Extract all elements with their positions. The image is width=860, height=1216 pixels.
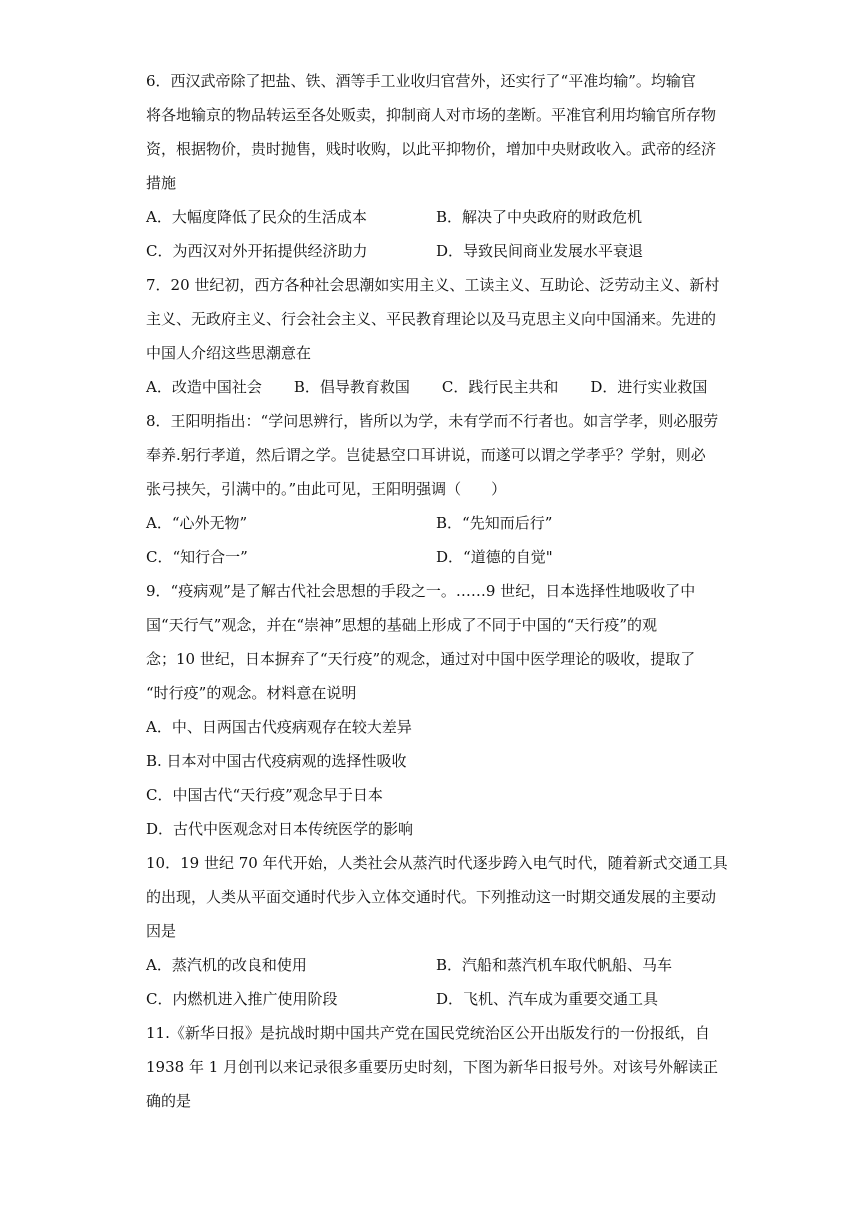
question-6-line-2: 将各地输京的物品转运至各处贩卖，抑制商人对市场的垄断。平准官利用均输官所存物 xyxy=(146,106,717,124)
question-9-option-b[interactable]: B. 日本对中国古代疫病观的选择性吸收 xyxy=(146,752,407,770)
question-10-line-1: 10．19 世纪 70 年代开始，人类社会从蒸汽时代逐步跨入电气时代，随着新式交通工具 xyxy=(146,854,728,872)
question-8-option-c[interactable]: C．“知行合一” xyxy=(146,548,248,566)
question-8-line-1: 8．王阳明指出：“学问思辨行，皆所以为学，未有学而不行者也。如言学孝，则必服劳 xyxy=(146,412,719,430)
question-6-option-d[interactable]: D．导致民间商业发展水平衰退 xyxy=(436,242,644,260)
question-9-line-4: “时行疫”的观念。材料意在说明 xyxy=(146,684,357,702)
question-10 xyxy=(146,846,726,1016)
exam-page xyxy=(146,64,726,1118)
question-7-line-1: 7．20 世纪初，西方各种社会思潮如实用主义、工读主义、互助论、泛劳动主义、新村 xyxy=(146,276,720,294)
question-8-option-b[interactable]: B．“先知而后行” xyxy=(436,514,553,532)
question-10-options-row-2 xyxy=(146,982,726,1016)
question-10-line-3: 因是 xyxy=(146,922,177,940)
question-7-options-row xyxy=(146,370,726,404)
question-7 xyxy=(146,268,726,404)
question-8-options-row-1 xyxy=(146,506,726,540)
question-10-option-d[interactable]: D．飞机、汽车成为重要交通工具 xyxy=(436,990,659,1008)
question-7-line-3: 中国人介绍这些思潮意在 xyxy=(146,344,312,362)
question-10-line-2: 的出现，人类从平面交通时代步入立体交通时代。下列推动这一时期交通发展的主要动 xyxy=(146,888,717,906)
question-6-line-4: 措施 xyxy=(146,174,177,192)
question-7-line-2: 主义、无政府主义、行会社会主义、平民教育理论以及马克思主义向中国涌来。先进的 xyxy=(146,310,717,328)
question-6 xyxy=(146,64,726,268)
question-8-option-a[interactable]: A．“心外无物” xyxy=(146,514,248,532)
question-6-options-row-1 xyxy=(146,200,726,234)
question-9-line-3: 念；10 世纪，日本摒弃了“天行疫”的观念，通过对中国中医学理论的吸收，提取了 xyxy=(146,650,696,668)
question-11-line-2: 1938 年 1 月创刊以来记录很多重要历史时刻，下图为新华日报号外。对该号外解读正 xyxy=(146,1058,719,1076)
question-8-options-row-2 xyxy=(146,540,726,574)
question-9 xyxy=(146,574,726,846)
question-6-line-1: 6．西汉武帝除了把盐、铁、酒等手工业收归官营外，还实行了“平准均输”。均输官 xyxy=(146,72,696,90)
question-9-line-1: 9．“疫病观”是了解古代社会思想的手段之一。……9 世纪，日本选择性地吸收了中 xyxy=(146,582,696,600)
question-8-option-d[interactable]: D．“道德的自觉" xyxy=(436,548,553,566)
question-8-line-2: 奉养.躬行孝道，然后谓之学。岂徒悬空口耳讲说，而遂可以谓之学孝乎？学射，则必 xyxy=(146,446,706,464)
question-6-option-c[interactable]: C．为西汉对外开拓提供经济助力 xyxy=(146,242,368,260)
question-10-option-a[interactable]: A．蒸汽机的改良和使用 xyxy=(146,956,307,974)
question-9-option-d[interactable]: D．古代中医观念对日本传统医学的影响 xyxy=(146,820,414,838)
question-11-line-3: 确的是 xyxy=(146,1092,192,1110)
question-7-option-c[interactable]: C．践行民主共和 xyxy=(441,378,559,396)
question-9-option-c[interactable]: C．中国古代“天行疫”观念早于日本 xyxy=(146,786,383,804)
question-6-line-3: 资，根据物价，贵时抛售，贱时收购，以此平抑物价，增加中央财政收入。武帝的经济 xyxy=(146,140,717,158)
question-7-option-a[interactable]: A．改造中国社会 xyxy=(146,378,262,396)
question-11-line-1: 11.《新华日报》是抗战时期中国共产党在国民党统治区公开出版发行的一份报纸，自 xyxy=(146,1024,710,1042)
question-9-line-2: 国“天行气”观念，并在“崇神”思想的基础上形成了不同于中国的“天行疫”的观 xyxy=(146,616,658,634)
question-7-option-b[interactable]: B．倡导教育救国 xyxy=(293,378,410,396)
question-8-line-3: 张弓挟矢，引满中的。”由此可见，王阳明强调（ ） xyxy=(146,480,507,498)
question-10-option-c[interactable]: C．内燃机进入推广使用阶段 xyxy=(146,990,338,1008)
question-7-option-d[interactable]: D．进行实业救国 xyxy=(590,378,708,396)
question-6-option-a[interactable]: A．大幅度降低了民众的生活成本 xyxy=(146,208,367,226)
question-8 xyxy=(146,404,726,574)
question-9-option-a[interactable]: A．中、日两国古代疫病观存在较大差异 xyxy=(146,718,412,736)
question-11 xyxy=(146,1016,726,1118)
question-10-options-row-1 xyxy=(146,948,726,982)
question-6-option-b[interactable]: B．解决了中央政府的财政危机 xyxy=(436,208,643,226)
question-6-options-row-2 xyxy=(146,234,726,268)
question-10-option-b[interactable]: B．汽船和蒸汽机车取代帆船、马车 xyxy=(436,956,673,974)
